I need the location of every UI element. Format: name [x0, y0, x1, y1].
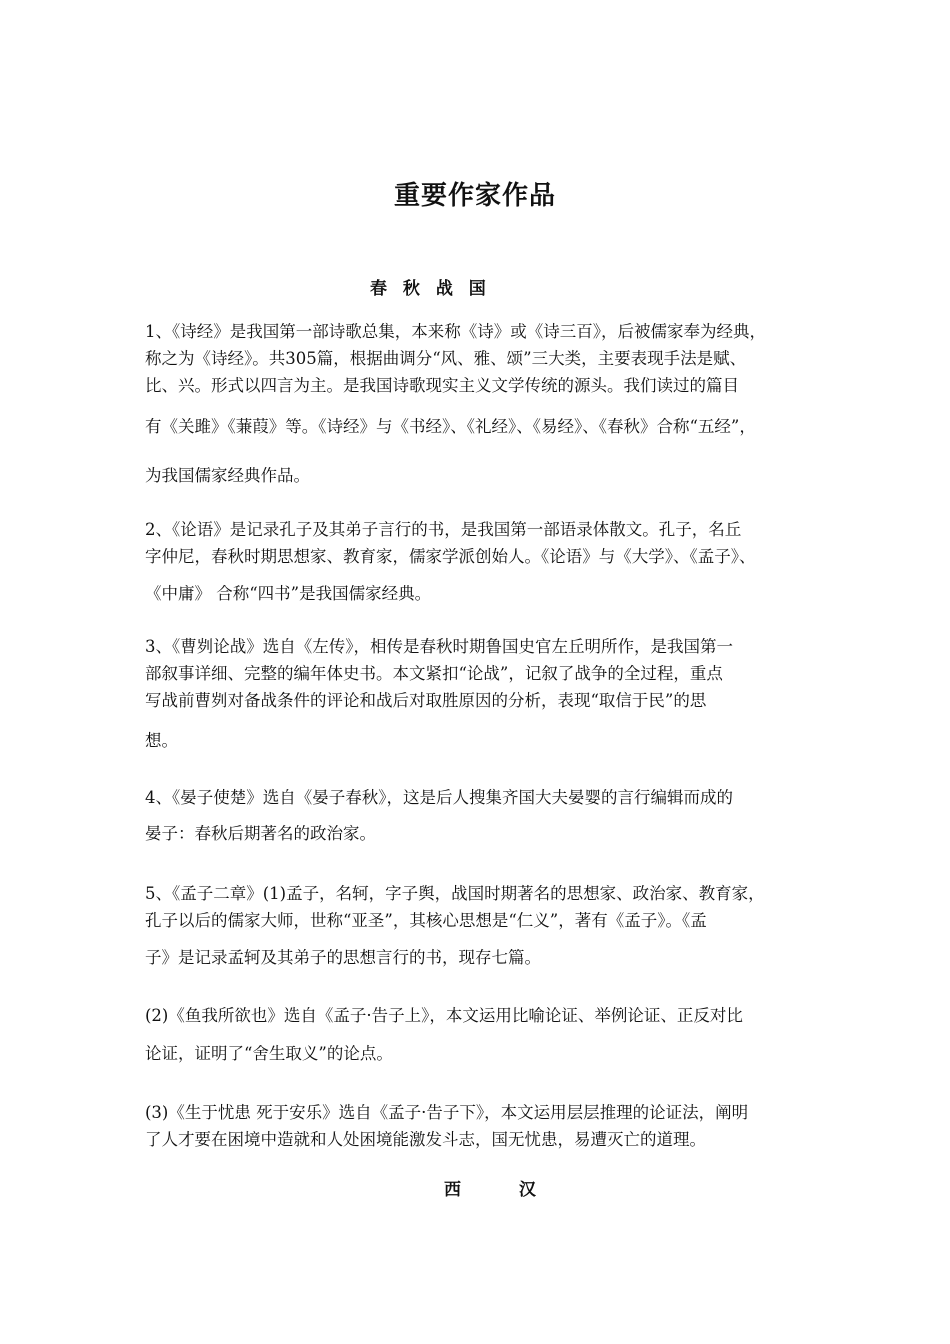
section-heading-western-han: 西 汉 — [444, 1180, 562, 1200]
paragraph-yanzi — [145, 784, 815, 847]
paragraph-line: 晏子：春秋后期著名的政治家。 — [145, 824, 376, 843]
paragraph-lunyu — [145, 516, 815, 607]
paragraph-line: 有《关雎》《蒹葭》等。《诗经》与《书经》、《礼经》、《易经》、《春秋》合称“五经”， — [145, 417, 756, 436]
paragraph-shijing — [145, 318, 815, 489]
paragraph-line: 4、《晏子使楚》选自《晏子春秋》，这是后人搜集齐国大夫晏婴的言行编辑而成的 — [145, 788, 733, 807]
paragraph-caogui — [145, 633, 815, 754]
paragraph-line: 部叙事详细、完整的编年体史书。本文紧扣“论战”，记叙了战争的全过程，重点 — [145, 664, 723, 683]
paragraph-line: 论证，证明了“舍生取义”的论点。 — [145, 1044, 393, 1063]
paragraph-line: 想。 — [145, 731, 178, 750]
paragraph-yuwo — [145, 1002, 815, 1067]
paragraph-line: (3)《生于忧患 死于安乐》选自《孟子·告子下》，本文运用层层推理的论证法，阐明 — [145, 1103, 749, 1122]
paragraph-line: 了人才要在困境中造就和人处困境能激发斗志，国无忧患，易遭灭亡的道理。 — [145, 1130, 706, 1149]
paragraph-line: 子》是记录孟轲及其弟子的思想言行的书，现存七篇。 — [145, 948, 541, 967]
paragraph-line: 称之为《诗经》。共305篇，根据曲调分“风、雅、颂”三大类，主要表现手法是赋、 — [145, 349, 747, 368]
paragraph-line: 比、兴。形式以四言为主。是我国诗歌现实主义文学传统的源头。我们读过的篇目 — [145, 376, 739, 395]
paragraph-line: 孔子以后的儒家大师，世称“亚圣”，其核心思想是“仁义”，著有《孟子》。《孟 — [145, 911, 707, 930]
paragraph-line: 3、《曹刿论战》选自《左传》，相传是春秋时期鲁国史官左丘明所作，是我国第一 — [145, 637, 733, 656]
paragraph-line: 《中庸》 合称“四书”是我国儒家经典。 — [145, 584, 432, 603]
paragraph-mengzi — [145, 880, 815, 971]
paragraph-shengyu — [145, 1099, 815, 1153]
section-heading-spring-autumn: 春 秋 战 国 — [370, 279, 491, 299]
paragraph-line: 写战前曹刿对备战条件的评论和战后对取胜原因的分析，表现“取信于民”的思 — [145, 691, 707, 710]
page-title: 重要作家作品 — [393, 181, 556, 212]
paragraph-line: (2)《鱼我所欲也》选自《孟子·告子上》，本文运用比喻论证、举例论证、正反对比 — [145, 1006, 743, 1025]
paragraph-line: 为我国儒家经典作品。 — [145, 466, 310, 485]
paragraph-line: 5、《孟子二章》(1)孟子，名轲，字子舆，战国时期著名的思想家、政治家、教育家， — [145, 884, 765, 903]
paragraph-line: 字仲尼，春秋时期思想家、教育家，儒家学派创始人。《论语》与《大学》、《孟子》、 — [145, 547, 756, 566]
paragraph-line: 2、《论语》是记录孔子及其弟子言行的书，是我国第一部语录体散文。孔子，名丘 — [145, 520, 742, 539]
paragraph-line: 1、《诗经》是我国第一部诗歌总集，本来称《诗》或《诗三百》，后被儒家奉为经典， — [145, 322, 766, 341]
